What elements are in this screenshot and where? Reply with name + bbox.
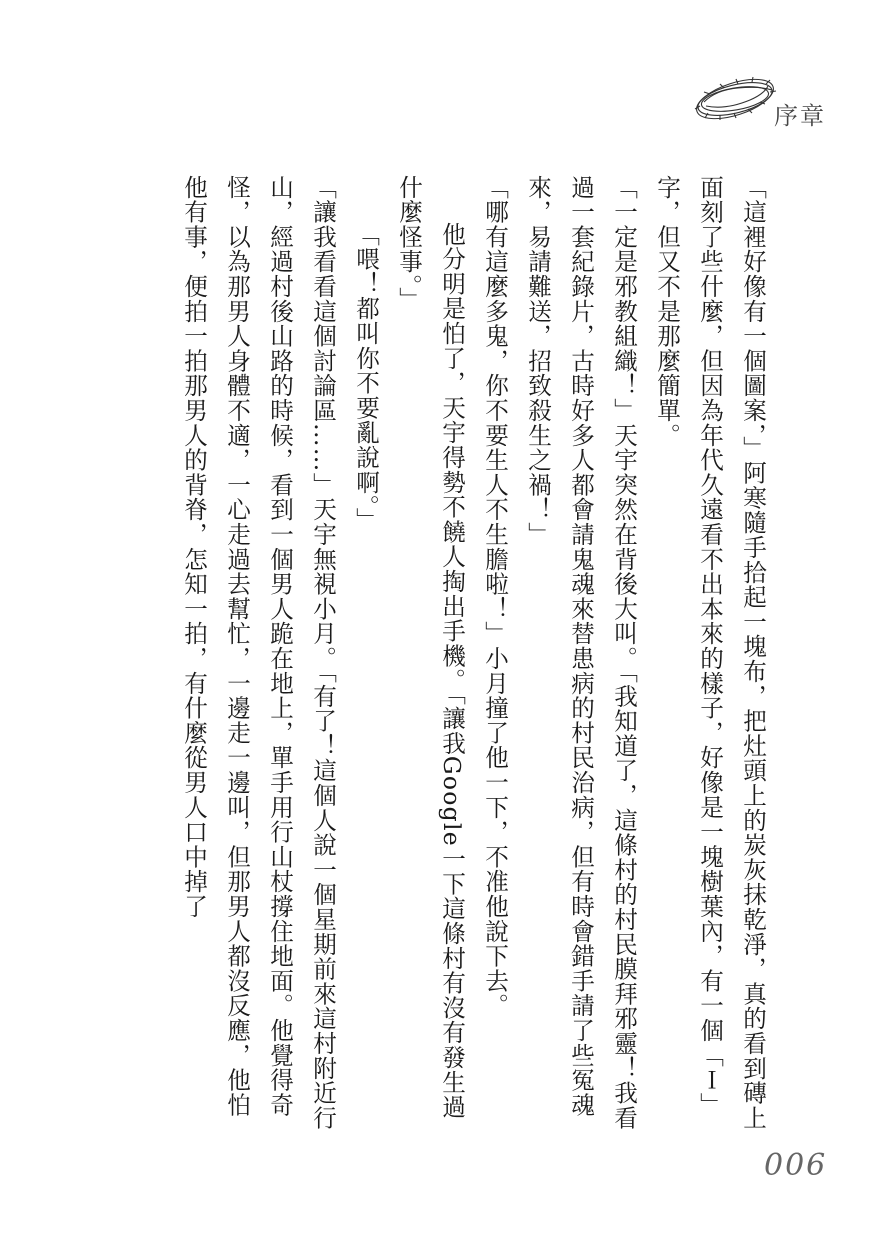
chapter-header: [690, 64, 840, 134]
chapter-title: 序章: [774, 102, 826, 130]
page-number: 006: [764, 1148, 828, 1183]
vertical-body-text: [172, 175, 774, 1135]
paragraph: 他分明是怕了，天宇得勢不饒人掏出手機。「讓我Google一下這條村有沒有發生過什麼怪事。」: [395, 175, 466, 1120]
paragraph: 「這裡好像有一個圖案，」阿寒隨手拾起一塊布，把灶頭上的炭灰抹乾淨，真的看到磚上面刻了些什麼，但因為年代久遠看不出本來的樣子，好像是一塊樹葉內，有一個「Ｉ」字，但又不是那麼簡單。: [653, 175, 767, 1131]
paragraph: 「一定是邪教組織！」天宇突然在背後大叫。「我知道了，這條村的村民膜拜邪靈！我看過一套紀錄片，古時好多人都會請鬼魂來替患病的村民治病，但有時會錯手請了些冤魂來，易請難送，招致殺生之禍！」: [524, 175, 638, 1131]
thorn-wreath-icon: [690, 72, 780, 126]
paragraph: 「喂！都叫你不要亂說啊。」: [352, 222, 380, 533]
paragraph: 「哪有這麼多鬼，你不要生人不生膽啦！」小月撞了他一下，不准他說下去。: [481, 175, 509, 1019]
paragraph: 「讓我看看這個討論區……」天宇無視小月。「有了！這個人說一個星期前來這村附近行山，經過村後山路的時候，看到一個男人跪在地上，單手用行山杖撐住地面。他覺得奇怪，以為那男人身體不適，一心走過去幫忙，一邊走一邊叫，但那男人都沒反應，他怕他有事，便拍一拍那男人的背脊，怎知一拍，有什麼從男人口中掉了: [180, 175, 337, 1131]
